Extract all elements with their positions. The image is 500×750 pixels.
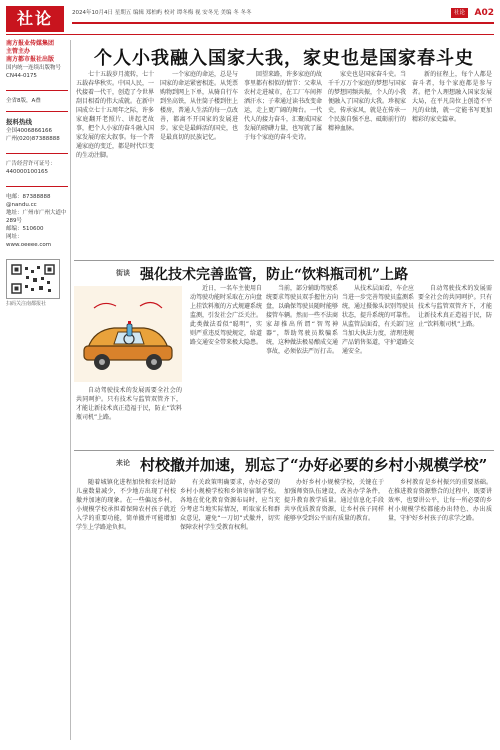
serial-label: 国内统一连续出版物号 — [6, 65, 62, 71]
hotline-guangzhou: 广州(020)87388888 — [6, 136, 60, 142]
publisher-block — [6, 40, 68, 80]
article-1-text: 七十五载岁月流转，七十五载春华秋实。中国人民，一代接着一代干，创造了令世界刮目相看的伟大成就。在新中国成立七十五周年之际，许多家庭翻开老照片、讲起老故事，把个人小家的奋斗融入国家发展的宏大叙事。每一个普通家庭的变迁，都是时代巨变的生动注脚。 — [76, 71, 154, 159]
article-1-column-4 — [328, 70, 406, 256]
contact-website-label: 网址： — [6, 234, 23, 240]
license-label: 广告经营许可证号： — [6, 161, 56, 167]
contact-website[interactable]: www.oeeee.com — [6, 242, 52, 248]
header-rule — [72, 22, 494, 24]
publisher-group: 南方报业传媒集团 — [6, 40, 55, 47]
page-count: 全省8版，A叠 — [6, 98, 41, 104]
qr-code-icon[interactable] — [6, 259, 60, 299]
article-2-column-3 — [342, 284, 414, 444]
section-divider — [74, 450, 494, 451]
article-3-column-3 — [284, 478, 384, 740]
sidebar-divider — [6, 186, 68, 187]
article-1-column-3 — [244, 70, 322, 256]
contact-address: 地址：广州市广州大道中289号 — [6, 210, 67, 224]
headline-article-2: 强化技术完善监管，防止“饮料瓶司机”上路 — [140, 267, 409, 283]
article-3-text: 随着城镇化进程加快和农村适龄儿童数量减少，不少地方出现了村校撤并加速的现象。在一些偏远乡村，小规模学校承担着保障农村孩子就近入学的重要功能，简单撤并可能增加学生上学路途负担。 — [76, 479, 176, 531]
article-3-column-1 — [76, 478, 176, 740]
sidebar-divider — [6, 90, 68, 91]
article-1-text: 家史也是国家奋斗史。当千千万万个家庭的梦想与国家的梦想同频共振，个人的小我便融入了国家的大我。珍视家史，传承家风，就是在传承一个民族自强不息、砥砺前行的精神血脉。 — [328, 71, 406, 132]
sidebar-divider — [6, 111, 68, 112]
publisher-sidebar — [6, 40, 68, 308]
article-2-text: 从技术层面看，车企应当进一步完善驾驶员监测系统，通过摄像头识别驾驶员状态，提升系统的可靠性。从监管层面看，有关部门应当加大执法力度，清理违规产品销售渠道，守护道路交通安全。 — [342, 285, 414, 355]
section-badge: 社论 — [451, 8, 468, 18]
serial-number: CN44-0175 — [6, 73, 37, 79]
contact-postcode: 邮编：510600 — [6, 226, 44, 232]
article-1-text: 一个家庭的命运，总是与国家的命运紧密相连。从凭票购物到网上下单，从骑自行车到坐高铁，从住筒子楼到住上楼房，普通人生活的每一点改善，都离不开国家的发展进步。家史是最鲜活的国史，也是最真切的民族记忆。 — [160, 71, 238, 141]
hotline-national: 全国4006866166 — [6, 128, 52, 134]
contact-email: 电邮：87388888 — [6, 194, 51, 200]
license-number: 440000100165 — [6, 169, 48, 175]
article-2-text: 当前，部分辅助驾驶系统要求驾驶员双手握住方向盘，以确保驾驶员随时能够接管车辆。然而一些不法商家却推出所谓“智驾神器”，帮助驾驶员欺骗系统，这种做法极易酿成交通事故，必须依法严厉打击。 — [266, 285, 338, 355]
publisher-name: 南方都市报社出版 — [6, 56, 55, 63]
contact-block — [6, 193, 68, 249]
hotline-block — [6, 118, 68, 143]
article-3-text: 有关政策明确要求，办好必要的乡村小规模学校和乡镇寄宿制学校。各地在优化教育资源布局时，应当充分考虑当地实际情况，听取家长和群众意见，避免“一刀切”式撤并，切实保障农村学生受教育权利。 — [180, 479, 280, 531]
issue-meta: 2024年10月4日 星期五 编辑 郑柏屿 校对 谭冬梅 视 安冬光 美编 冬 冬冬 — [72, 10, 252, 16]
article-1-column-2 — [160, 70, 238, 256]
article-2-text: 自动驾驶技术的发展需要全社会的共同呵护。只有技术与监管双管齐下，才能让新技术真正造福于民，防止“饮料瓶司机”上路。 — [76, 387, 182, 421]
article-3-text: 办好乡村小规模学校，关键在于加强师资队伍建设，改善办学条件，提升教育教学质量。通过信息化手段共享优质教育资源，让乡村孩子同样能够享受到公平而有质量的教育。 — [284, 479, 384, 522]
article-3-tag: 来论 — [116, 459, 130, 467]
article-1-column-1 — [76, 70, 154, 256]
qr-code-caption: 扫码关注南都报社 — [6, 301, 47, 307]
publisher-role: 主管主办 — [6, 48, 31, 55]
section-masthead: 社论 — [6, 6, 64, 32]
article-2-text: 近日，一名车主使用自动驾驶功能时采取在方向盘上挂饮料瓶的方式规避系统监测，引发社会广泛关注。此类做法看似“聪明”，实则严重违反驾驶规定，给道路交通安全带来极大隐患。 — [190, 285, 262, 346]
sidebar-divider — [6, 153, 68, 154]
editorial-cartoon — [74, 286, 182, 382]
contact-email-domain: @nandu.cc — [6, 202, 37, 208]
article-3-text: 乡村教育是乡村振兴的重要基础。在推进教育资源整合的过程中，既要讲效率，也要讲公平，让每一所必要的乡村小规模学校都能办出特色、办出质量，守护好乡村孩子的求学之路。 — [388, 479, 492, 522]
article-2-text: 自动驾驶技术的发展需要全社会的共同呵护。只有技术与监管双管齐下，才能让新技术真正造福于民，防止“饮料瓶司机”上路。 — [418, 285, 492, 328]
article-3-column-4 — [388, 478, 492, 740]
article-2-column-1 — [190, 284, 262, 444]
article-1-text: 新的征程上，每个人都是奋斗者，每个家庭都是参与者。把个人理想融入国家发展大局，在平凡岗位上创造不平凡的业绩，就一定能书写更加精彩的家史篇章。 — [412, 71, 492, 123]
cartoon-car-icon — [74, 286, 182, 382]
headline-article-3: 村校撤并加速，别忘了“办好必要的乡村小规模学校” — [140, 456, 488, 474]
qr-code-graphic — [10, 263, 56, 295]
headline-article-1: 个人小我融入国家大我，家史也是国家春斗史 — [94, 48, 474, 69]
article-3-column-2 — [180, 478, 280, 740]
header-rule-thin — [6, 34, 494, 35]
page-number: A02 — [474, 8, 494, 18]
article-1-column-5 — [412, 70, 492, 256]
article-2-column-4 — [418, 284, 492, 444]
page-header-bar — [72, 6, 494, 20]
article-2-column-0 — [76, 386, 182, 444]
hotline-heading: 报料热线 — [6, 118, 32, 126]
article-2-column-2 — [266, 284, 338, 444]
section-divider — [74, 260, 494, 261]
article-1-text: 回望来路，许多家庭的故事里都有相似的情节：父辈从农村走进城市，在工厂车间挥洒汗水；子辈通过读书改变命运，走上更广阔的舞台。一代代人的接力奋斗，汇聚成国家发展的磅礴力量，也写就了属于每个家庭的奋斗史诗。 — [244, 71, 322, 141]
sidebar-divider-vertical — [70, 40, 71, 740]
license-block — [6, 160, 68, 176]
article-2-tag: 街谈 — [116, 269, 130, 277]
